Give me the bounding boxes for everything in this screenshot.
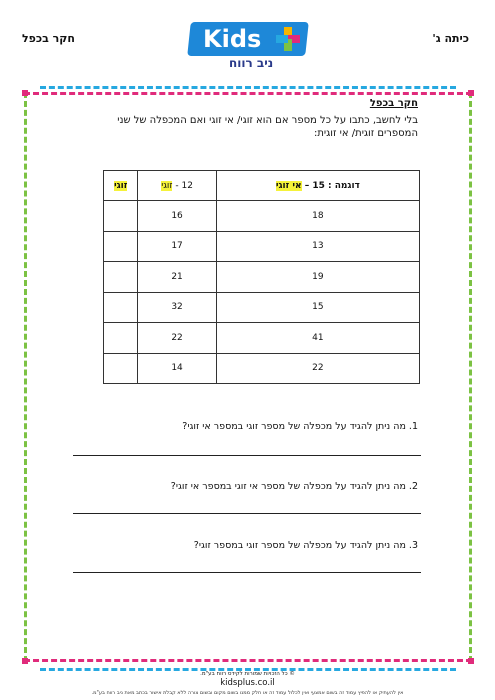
copyright-text: © כל הזכויות שמורות לקידס רווח בע"מ. — [200, 671, 295, 677]
cell[interactable] — [104, 353, 138, 384]
highlight: זוגי — [161, 180, 173, 191]
cell[interactable]: 21 — [138, 262, 216, 293]
cell[interactable]: 16 — [138, 201, 216, 232]
cell[interactable]: 32 — [138, 292, 216, 323]
instructions: בלי לחשב, כתבו על כל מספר אם הוא זוגי/ אי זוגי ואם המכפלה של שני המספרים זוגית/ אי זוגית: — [117, 115, 418, 139]
kids-logo — [189, 22, 307, 72]
header-col3 — [104, 171, 138, 201]
table-header-row — [104, 171, 420, 201]
table-row — [104, 231, 420, 262]
logo-subtitle: ניב רווח — [229, 56, 274, 70]
plus-icon — [275, 26, 301, 52]
cell[interactable] — [104, 231, 138, 262]
top-accent-line — [40, 86, 456, 89]
cell[interactable]: 14 — [138, 353, 216, 384]
cell[interactable]: 41 — [216, 323, 419, 354]
table-row — [104, 323, 420, 354]
site-link[interactable]: kidsplus.co.il — [220, 678, 275, 688]
table-row — [104, 262, 420, 293]
table-row — [104, 353, 420, 384]
highlight: אי זוגי — [275, 180, 302, 191]
cell[interactable] — [104, 262, 138, 293]
table-row — [104, 292, 420, 323]
answer-line-3[interactable] — [73, 572, 421, 573]
question-1: 1. מה ניתן להגיד על מכפלה של מספר זוגי במספר אי זוגי? — [182, 421, 418, 432]
cell[interactable]: 13 — [216, 231, 419, 262]
answer-line-1[interactable] — [73, 455, 421, 456]
highlight: זוגי — [114, 180, 128, 191]
cell[interactable]: 17 — [138, 231, 216, 262]
logo-word: Kids — [203, 25, 262, 53]
cell[interactable] — [104, 201, 138, 232]
cell[interactable]: 19 — [216, 262, 419, 293]
parity-table — [103, 170, 420, 384]
cell[interactable]: 22 — [138, 323, 216, 354]
subject-title: חקר בכפל — [22, 32, 75, 45]
header-example: דוגמה : 15 – אי זוגי — [216, 171, 419, 201]
table-row — [104, 201, 420, 232]
cell[interactable]: 15 — [216, 292, 419, 323]
legal-note: אין להעתיק או להפיץ עמוד זה בשום אמצעי ואין לכלול עמוד זה או חלק ממנו בשום מקום ובשום צורה ללא קבלת אישור בכתב מאת ניב רווח בע"מ. — [91, 690, 404, 696]
grade-label: כיתה ג' — [432, 32, 469, 45]
cell[interactable] — [104, 292, 138, 323]
cell[interactable]: 18 — [216, 201, 419, 232]
header-col2: 12 - זוגי — [138, 171, 216, 201]
cell[interactable]: 22 — [216, 353, 419, 384]
cell[interactable] — [104, 323, 138, 354]
question-3: 3. מה ניתן להגיד על מכפלה של מספר זוגי במספר זוגי? — [193, 540, 418, 551]
answer-line-2[interactable] — [73, 513, 421, 514]
question-2: 2. מה ניתן להגיד על מכפלה של מספר אי זוגי במספר אי זוגי? — [170, 481, 418, 492]
worksheet-title: חקר בכפל — [369, 98, 418, 109]
